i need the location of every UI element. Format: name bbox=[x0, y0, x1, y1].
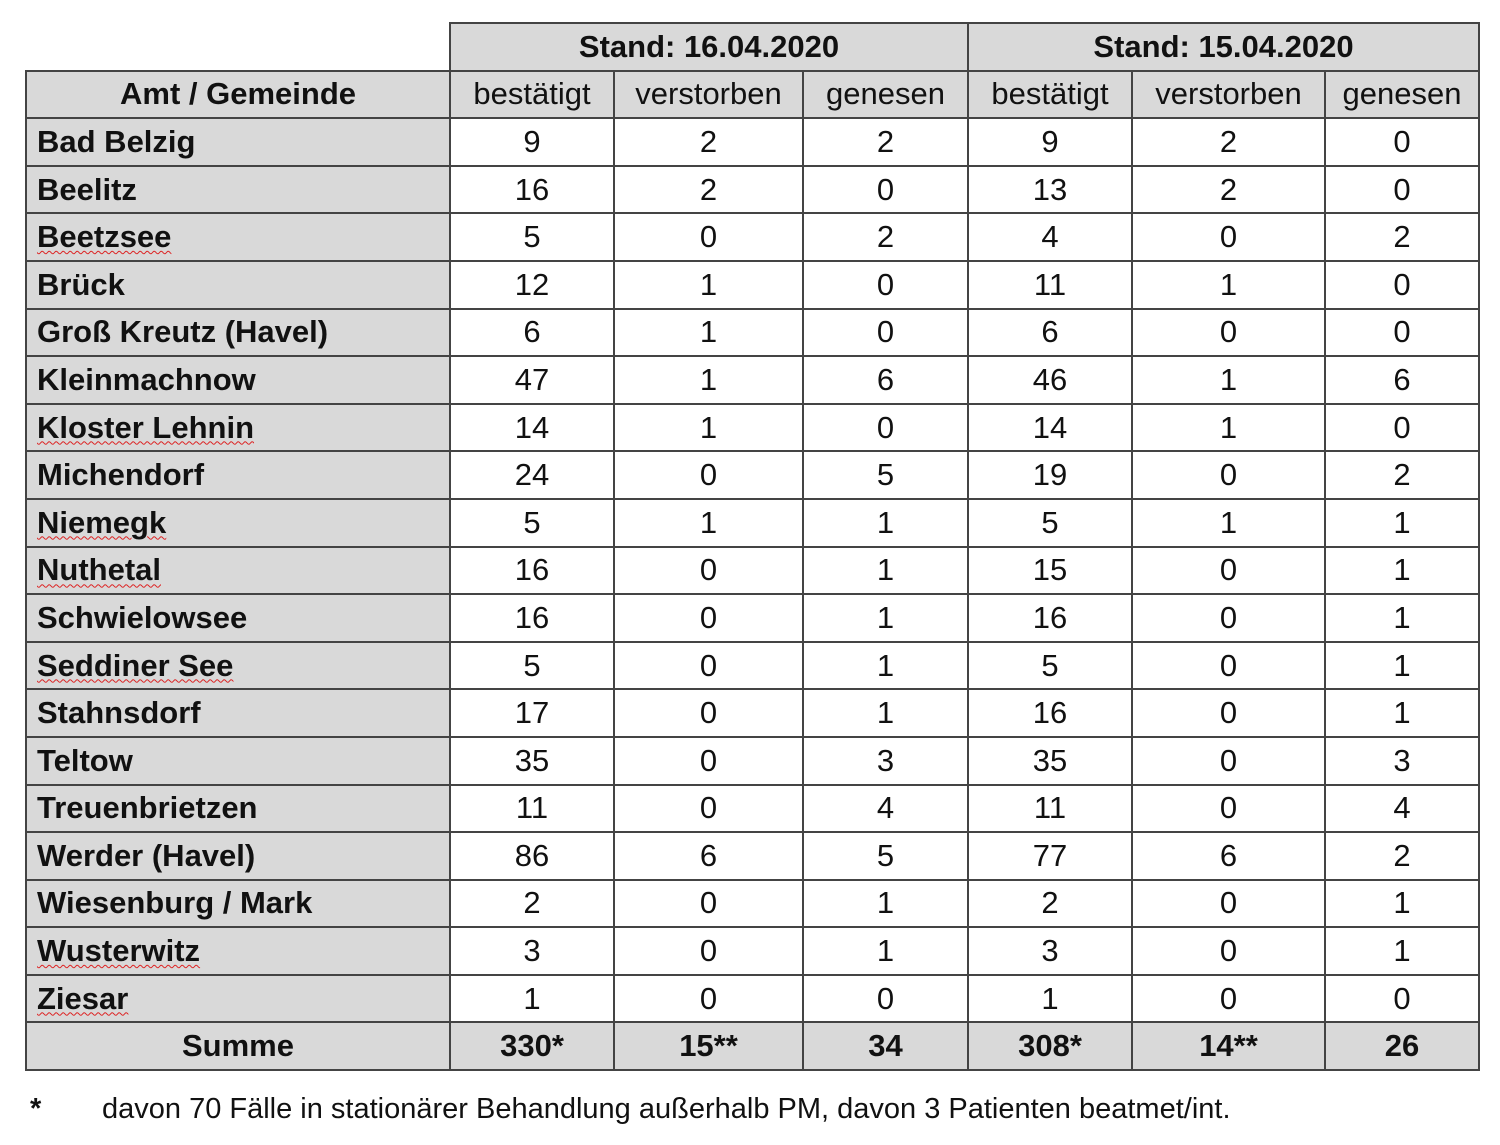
value-cell: 2 bbox=[1132, 118, 1325, 166]
sum-label: Summe bbox=[26, 1022, 450, 1070]
value-cell: 1 bbox=[1132, 261, 1325, 309]
value-cell: 1 bbox=[803, 547, 968, 595]
group-header-row bbox=[26, 23, 1479, 71]
row-name-cell bbox=[26, 118, 450, 166]
value-cell: 0 bbox=[1325, 261, 1479, 309]
municipality-name: Wiesenburg / Mark bbox=[37, 885, 313, 921]
value-cell: 0 bbox=[614, 451, 803, 499]
value-cell: 1 bbox=[803, 880, 968, 928]
value-cell: 11 bbox=[450, 785, 614, 833]
value-cell: 1 bbox=[803, 642, 968, 690]
value-cell: 1 bbox=[803, 499, 968, 547]
value-cell: 1 bbox=[1325, 880, 1479, 928]
value-cell: 17 bbox=[450, 689, 614, 737]
value-cell: 5 bbox=[968, 499, 1132, 547]
table-row bbox=[26, 785, 1479, 833]
sum-cell: 308* bbox=[968, 1022, 1132, 1070]
sum-cell: 15** bbox=[614, 1022, 803, 1070]
value-cell: 0 bbox=[1132, 975, 1325, 1023]
municipality-name: Wusterwitz bbox=[37, 933, 201, 969]
col-header: bestätigt bbox=[450, 71, 614, 119]
row-name-cell bbox=[26, 927, 450, 975]
value-cell: 14 bbox=[968, 404, 1132, 452]
value-cell: 4 bbox=[803, 785, 968, 833]
value-cell: 0 bbox=[1325, 166, 1479, 214]
value-cell: 1 bbox=[1325, 642, 1479, 690]
value-cell: 6 bbox=[1132, 832, 1325, 880]
value-cell: 1 bbox=[803, 927, 968, 975]
value-cell: 0 bbox=[614, 927, 803, 975]
value-cell: 1 bbox=[614, 356, 803, 404]
value-cell: 16 bbox=[450, 594, 614, 642]
value-cell: 6 bbox=[968, 309, 1132, 357]
row-name-cell bbox=[26, 642, 450, 690]
column-header-row bbox=[26, 71, 1479, 119]
value-cell: 0 bbox=[1325, 975, 1479, 1023]
value-cell: 0 bbox=[803, 404, 968, 452]
covid-cases-table bbox=[25, 22, 1480, 1071]
value-cell: 6 bbox=[803, 356, 968, 404]
value-cell: 86 bbox=[450, 832, 614, 880]
row-name-cell bbox=[26, 404, 450, 452]
municipality-name: Beelitz bbox=[37, 171, 137, 207]
row-name-cell bbox=[26, 737, 450, 785]
value-cell: 0 bbox=[1132, 594, 1325, 642]
value-cell: 1 bbox=[1325, 594, 1479, 642]
value-cell: 3 bbox=[803, 737, 968, 785]
table-body bbox=[26, 118, 1479, 1022]
value-cell: 5 bbox=[450, 499, 614, 547]
value-cell: 3 bbox=[1325, 737, 1479, 785]
value-cell: 35 bbox=[450, 737, 614, 785]
value-cell: 0 bbox=[1132, 785, 1325, 833]
table-row bbox=[26, 975, 1479, 1023]
table-row bbox=[26, 689, 1479, 737]
name-column-header: Amt / Gemeinde bbox=[26, 71, 450, 119]
value-cell: 12 bbox=[450, 261, 614, 309]
value-cell: 6 bbox=[1325, 356, 1479, 404]
value-cell: 2 bbox=[803, 118, 968, 166]
value-cell: 1 bbox=[803, 594, 968, 642]
municipality-name: Beetzsee bbox=[37, 219, 172, 255]
value-cell: 2 bbox=[614, 118, 803, 166]
value-cell: 0 bbox=[1132, 547, 1325, 595]
value-cell: 13 bbox=[968, 166, 1132, 214]
table-row bbox=[26, 880, 1479, 928]
sum-cell: 14** bbox=[1132, 1022, 1325, 1070]
value-cell: 0 bbox=[1325, 309, 1479, 357]
value-cell: 47 bbox=[450, 356, 614, 404]
value-cell: 2 bbox=[1325, 451, 1479, 499]
municipality-name: Groß Kreutz (Havel) bbox=[37, 314, 329, 350]
value-cell: 5 bbox=[450, 213, 614, 261]
table-row bbox=[26, 213, 1479, 261]
value-cell: 19 bbox=[968, 451, 1132, 499]
value-cell: 1 bbox=[1132, 404, 1325, 452]
col-header: genesen bbox=[1325, 71, 1479, 119]
table-row bbox=[26, 927, 1479, 975]
footnote-text: davon 70 Fälle in stationärer Behandlung außerhalb PM, davon 3 Patienten beatmet/int. bbox=[102, 1093, 1231, 1125]
value-cell: 6 bbox=[450, 309, 614, 357]
table-row bbox=[26, 832, 1479, 880]
table-row bbox=[26, 261, 1479, 309]
value-cell: 1 bbox=[1325, 547, 1479, 595]
value-cell: 2 bbox=[1132, 166, 1325, 214]
value-cell: 0 bbox=[1132, 927, 1325, 975]
municipality-name: Nuthetal bbox=[37, 552, 161, 588]
value-cell: 0 bbox=[614, 785, 803, 833]
value-cell: 5 bbox=[803, 451, 968, 499]
value-cell: 3 bbox=[450, 927, 614, 975]
value-cell: 9 bbox=[968, 118, 1132, 166]
municipality-name: Seddiner See bbox=[37, 647, 234, 683]
value-cell: 6 bbox=[614, 832, 803, 880]
value-cell: 16 bbox=[968, 689, 1132, 737]
value-cell: 0 bbox=[1132, 689, 1325, 737]
value-cell: 4 bbox=[968, 213, 1132, 261]
col-header: bestätigt bbox=[968, 71, 1132, 119]
value-cell: 0 bbox=[614, 547, 803, 595]
table-row bbox=[26, 547, 1479, 595]
municipality-name: Treuenbrietzen bbox=[37, 790, 258, 826]
value-cell: 46 bbox=[968, 356, 1132, 404]
municipality-name: Schwielowsee bbox=[37, 599, 248, 635]
value-cell: 2 bbox=[803, 213, 968, 261]
value-cell: 2 bbox=[614, 166, 803, 214]
value-cell: 16 bbox=[450, 547, 614, 595]
table-row bbox=[26, 642, 1479, 690]
table-row bbox=[26, 594, 1479, 642]
value-cell: 0 bbox=[1132, 213, 1325, 261]
value-cell: 16 bbox=[450, 166, 614, 214]
municipality-name: Bad Belzig bbox=[37, 123, 196, 159]
value-cell: 15 bbox=[968, 547, 1132, 595]
municipality-name: Stahnsdorf bbox=[37, 695, 201, 731]
value-cell: 4 bbox=[1325, 785, 1479, 833]
municipality-name: Werder (Havel) bbox=[37, 837, 256, 873]
value-cell: 2 bbox=[968, 880, 1132, 928]
value-cell: 16 bbox=[968, 594, 1132, 642]
corner-cell bbox=[26, 23, 450, 71]
table-row bbox=[26, 309, 1479, 357]
table-row bbox=[26, 451, 1479, 499]
row-name-cell bbox=[26, 594, 450, 642]
col-header: verstorben bbox=[1132, 71, 1325, 119]
municipality-name: Ziesar bbox=[37, 980, 129, 1016]
municipality-name: Michendorf bbox=[37, 457, 205, 493]
value-cell: 0 bbox=[614, 880, 803, 928]
row-name-cell bbox=[26, 975, 450, 1023]
group-header-previous: Stand: 15.04.2020 bbox=[968, 23, 1479, 71]
row-name-cell bbox=[26, 689, 450, 737]
value-cell: 0 bbox=[1132, 451, 1325, 499]
value-cell: 0 bbox=[614, 213, 803, 261]
row-name-cell bbox=[26, 785, 450, 833]
value-cell: 14 bbox=[450, 404, 614, 452]
value-cell: 0 bbox=[1325, 404, 1479, 452]
value-cell: 0 bbox=[614, 642, 803, 690]
table-row bbox=[26, 499, 1479, 547]
value-cell: 0 bbox=[1325, 118, 1479, 166]
value-cell: 0 bbox=[614, 594, 803, 642]
value-cell: 0 bbox=[1132, 880, 1325, 928]
row-name-cell bbox=[26, 547, 450, 595]
value-cell: 1 bbox=[450, 975, 614, 1023]
sum-cell: 330* bbox=[450, 1022, 614, 1070]
sum-cell: 34 bbox=[803, 1022, 968, 1070]
value-cell: 1 bbox=[614, 261, 803, 309]
value-cell: 11 bbox=[968, 785, 1132, 833]
value-cell: 2 bbox=[1325, 832, 1479, 880]
col-header: genesen bbox=[803, 71, 968, 119]
value-cell: 1 bbox=[1325, 499, 1479, 547]
row-name-cell bbox=[26, 832, 450, 880]
value-cell: 0 bbox=[803, 975, 968, 1023]
row-name-cell bbox=[26, 499, 450, 547]
value-cell: 0 bbox=[614, 737, 803, 785]
value-cell: 5 bbox=[803, 832, 968, 880]
value-cell: 1 bbox=[1132, 499, 1325, 547]
municipality-name: Kleinmachnow bbox=[37, 361, 256, 397]
value-cell: 0 bbox=[803, 261, 968, 309]
sum-cell: 26 bbox=[1325, 1022, 1479, 1070]
row-name-cell bbox=[26, 261, 450, 309]
value-cell: 1 bbox=[968, 975, 1132, 1023]
table-row bbox=[26, 166, 1479, 214]
row-name-cell bbox=[26, 356, 450, 404]
municipality-name: Brück bbox=[37, 266, 125, 302]
value-cell: 1 bbox=[803, 689, 968, 737]
value-cell: 1 bbox=[614, 499, 803, 547]
value-cell: 11 bbox=[968, 261, 1132, 309]
value-cell: 1 bbox=[1132, 356, 1325, 404]
municipality-name: Niemegk bbox=[37, 504, 167, 540]
value-cell: 9 bbox=[450, 118, 614, 166]
value-cell: 0 bbox=[614, 689, 803, 737]
value-cell: 0 bbox=[1132, 309, 1325, 357]
value-cell: 1 bbox=[1325, 689, 1479, 737]
value-cell: 24 bbox=[450, 451, 614, 499]
col-header: verstorben bbox=[614, 71, 803, 119]
value-cell: 0 bbox=[803, 166, 968, 214]
value-cell: 35 bbox=[968, 737, 1132, 785]
municipality-name: Teltow bbox=[37, 742, 133, 778]
value-cell: 2 bbox=[450, 880, 614, 928]
table-row bbox=[26, 404, 1479, 452]
value-cell: 1 bbox=[614, 404, 803, 452]
value-cell: 3 bbox=[968, 927, 1132, 975]
sum-row bbox=[26, 1022, 1479, 1070]
row-name-cell bbox=[26, 166, 450, 214]
value-cell: 0 bbox=[803, 309, 968, 357]
footnote-marker: * bbox=[30, 1093, 42, 1125]
row-name-cell bbox=[26, 213, 450, 261]
group-header-current: Stand: 16.04.2020 bbox=[450, 23, 968, 71]
row-name-cell bbox=[26, 880, 450, 928]
value-cell: 1 bbox=[614, 309, 803, 357]
value-cell: 5 bbox=[968, 642, 1132, 690]
value-cell: 0 bbox=[614, 975, 803, 1023]
row-name-cell bbox=[26, 451, 450, 499]
row-name-cell bbox=[26, 309, 450, 357]
table-row bbox=[26, 118, 1479, 166]
value-cell: 5 bbox=[450, 642, 614, 690]
municipality-name: Kloster Lehnin bbox=[37, 409, 255, 445]
table-row bbox=[26, 356, 1479, 404]
value-cell: 2 bbox=[1325, 213, 1479, 261]
value-cell: 0 bbox=[1132, 642, 1325, 690]
value-cell: 0 bbox=[1132, 737, 1325, 785]
value-cell: 77 bbox=[968, 832, 1132, 880]
table-row bbox=[26, 737, 1479, 785]
value-cell: 1 bbox=[1325, 927, 1479, 975]
